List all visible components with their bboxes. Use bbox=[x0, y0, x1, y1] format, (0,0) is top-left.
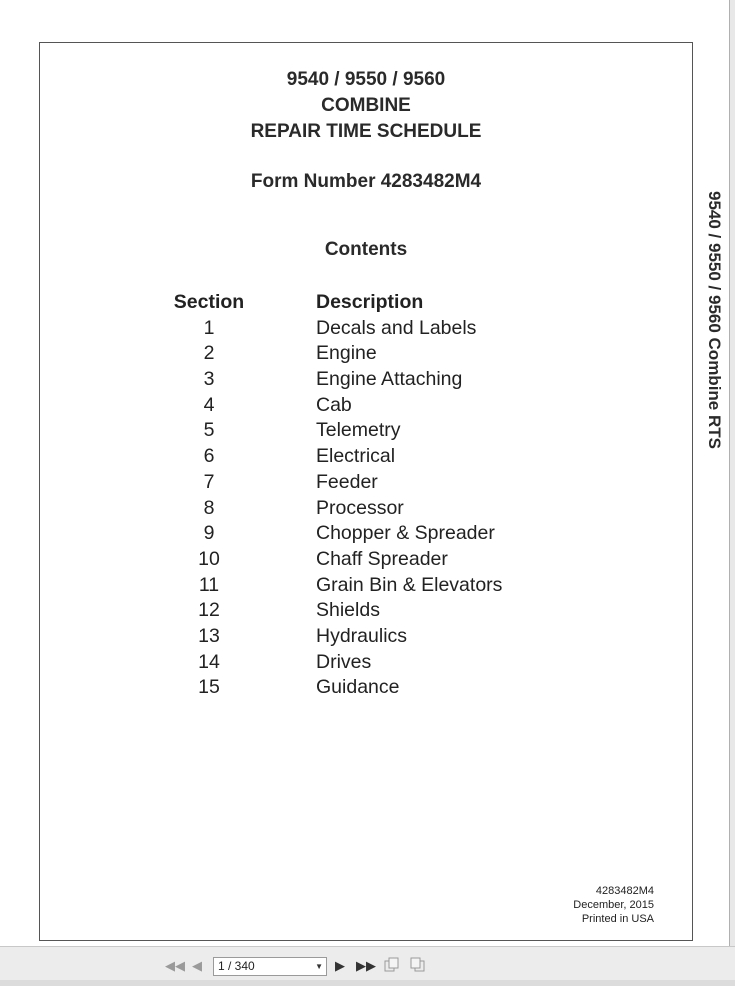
last-page-icon[interactable]: ▶▶ bbox=[356, 958, 376, 973]
section-description: Cab bbox=[316, 393, 352, 416]
document-page bbox=[39, 42, 693, 941]
section-description: Drives bbox=[316, 650, 372, 673]
next-page-icon[interactable]: ▶ bbox=[335, 958, 345, 973]
section-description: Engine Attaching bbox=[316, 368, 463, 391]
footer-printed: Printed in USA bbox=[581, 913, 654, 925]
page-number-select[interactable] bbox=[213, 957, 327, 976]
section-number: 9 bbox=[203, 522, 215, 545]
section-number: 3 bbox=[203, 368, 215, 391]
section-description: Engine bbox=[316, 342, 377, 365]
navigation-toolbar bbox=[0, 946, 735, 986]
section-number: 12 bbox=[198, 599, 220, 622]
document-title bbox=[40, 67, 692, 145]
section-description: Decals and Labels bbox=[316, 316, 477, 339]
title-line: 9540 / 9550 / 9560 bbox=[286, 69, 446, 90]
section-number: 1 bbox=[203, 316, 215, 339]
section-number: 4 bbox=[203, 393, 215, 416]
previous-page-icon[interactable]: ◀ bbox=[192, 958, 202, 973]
section-description: Hydraulics bbox=[316, 624, 408, 647]
section-number: 15 bbox=[198, 676, 220, 699]
section-description: Feeder bbox=[316, 470, 378, 493]
section-description: Chopper & Spreader bbox=[316, 522, 495, 545]
section-number: 11 bbox=[198, 573, 220, 596]
section-number: 8 bbox=[203, 496, 215, 519]
document-footer bbox=[573, 884, 654, 926]
contents-heading: Contents bbox=[324, 239, 408, 260]
section-number: 5 bbox=[203, 419, 215, 442]
section-description: Processor bbox=[316, 496, 404, 519]
section-description: Chaff Spreader bbox=[316, 547, 448, 570]
section-column-header: Section bbox=[173, 291, 245, 313]
footer-date: December, 2015 bbox=[573, 899, 654, 911]
spine-label: 9540 / 9550 / 9560 Combine RTS bbox=[705, 191, 724, 449]
chevron-down-icon: ▼ bbox=[315, 962, 323, 971]
previous-view-icon[interactable] bbox=[383, 957, 401, 975]
section-description: Electrical bbox=[316, 445, 396, 468]
section-number: 6 bbox=[203, 445, 215, 468]
status-strip bbox=[0, 980, 735, 986]
form-number: Form Number 4283482M4 bbox=[250, 171, 482, 192]
description-column-header: Description bbox=[316, 291, 424, 313]
first-page-icon[interactable]: ◀◀ bbox=[165, 958, 185, 973]
viewer-scrollbar[interactable] bbox=[729, 0, 735, 946]
page-indicator: 1 / 340 bbox=[218, 959, 255, 973]
section-description: Shields bbox=[316, 599, 380, 622]
title-line: COMBINE bbox=[321, 95, 411, 116]
section-number: 2 bbox=[203, 342, 215, 365]
footer-form-number: 4283482M4 bbox=[595, 885, 654, 897]
section-number: 7 bbox=[203, 470, 215, 493]
next-view-icon[interactable] bbox=[409, 957, 427, 975]
section-description: Grain Bin & Elevators bbox=[316, 573, 503, 596]
section-description: Telemetry bbox=[316, 419, 401, 442]
section-description: Guidance bbox=[316, 676, 400, 699]
section-number: 13 bbox=[198, 624, 220, 647]
title-line: REPAIR TIME SCHEDULE bbox=[250, 121, 482, 142]
section-number: 10 bbox=[198, 547, 220, 570]
section-number: 14 bbox=[198, 650, 220, 673]
